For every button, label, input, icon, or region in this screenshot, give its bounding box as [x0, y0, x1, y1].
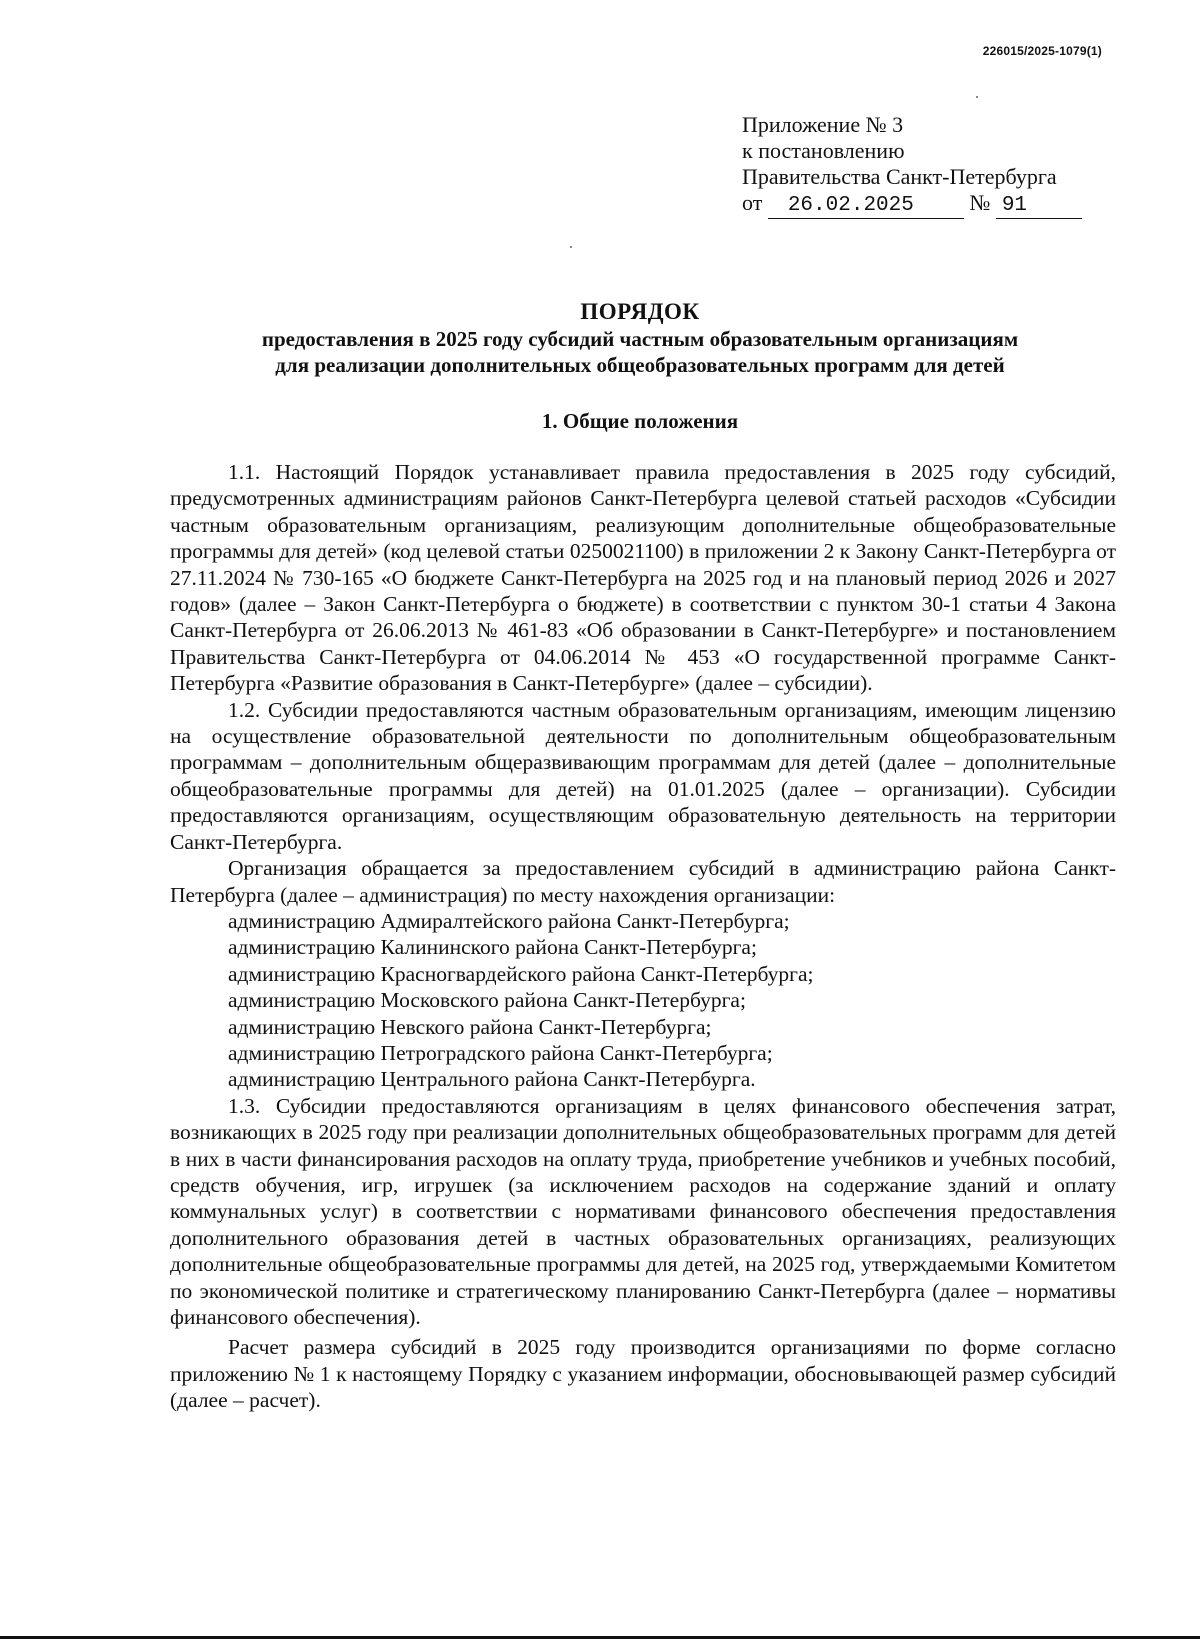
number-label: № [969, 190, 991, 215]
section-body [170, 459, 1116, 1414]
appendix-issuer: Правительства Санкт-Петербурга [742, 164, 1057, 189]
appendix-date-line [742, 190, 1082, 219]
appendix-reference: к постановлению [742, 138, 905, 163]
scan-speck [976, 96, 978, 98]
paragraph-calculation: Расчет размера субсидий в 2025 году производится организациями по форме согласно приложению № 1 к настоящему Порядку с указанием информации, обосновывающей размер субсидий (далее – расчет). [170, 1335, 1116, 1413]
document-title-block [160, 298, 1120, 378]
district-list-item: администрацию Петроградского района Санкт-Петербурга; [228, 1040, 773, 1065]
scan-speck [570, 246, 572, 248]
paragraph-1-2: 1.2. Субсидии предоставляются частным образовательным организациям, имеющим лицензию на осуществление образовательной деятельности по дополнительным общеобразовательным программам – дополнительным общеразвивающим программам для детей (далее – дополнительные общеобразовательные программы для детей) на 01.01.2025 (далее – организации). Субсидии предоставляются организациям, осуществляющим образовательную деятельность на территории Санкт-Петербурга. [170, 697, 1116, 854]
district-list-item: администрацию Калининского района Санкт-Петербурга; [228, 935, 757, 960]
district-list-item: администрацию Центрального района Санкт-Петербурга. [228, 1067, 756, 1092]
appendix-number: Приложение № 3 [742, 112, 904, 137]
district-list-item: администрацию Адмиралтейского района Санкт-Петербурга; [228, 908, 790, 933]
resolution-date: 26.02.2025 [768, 195, 964, 219]
paragraph-application: Организация обращается за предоставлением субсидий в администрацию района Санкт-Петербурга (далее – администрация) по месту нахождения организации: [170, 856, 1116, 907]
district-list-item: администрацию Невского района Санкт-Петербурга; [228, 1014, 712, 1039]
paragraph-1-3: 1.3. Субсидии предоставляются организациям в целях финансового обеспечения затрат, возникающих в 2025 году при реализации дополнительных общеобразовательных программ для детей в них в части финансирования расходов на оплату труда, приобретение учебников и учебных пособий, средств обучения, игр, игрушек (за исключением расходов на содержание зданий и оплату коммунальных услуг) в соответствии с нормативами финансового обеспечения предоставления дополнительного образования детей в частных образовательных организациях, реализующих дополнительные общеобразовательные программы для детей, на 2025 год, утверждаемыми Комитетом по экономической политике и стратегическому планированию Санкт-Петербурга (далее – нормативы финансового обеспечения). [170, 1093, 1116, 1329]
paragraph-1-1: 1.1. Настоящий Порядок устанавливает правила предоставления в 2025 году субсидий, предусмотренных администрациям районов Санкт-Петербурга целевой статьей расходов «Субсидии частным образовательным организациям, реализующим дополнительные общеобразовательные программы для детей» (код целевой статьи 0250021100) в приложении 2 к Закону Санкт-Петербурга от 27.11.2024 № 730-165 «О бюджете Санкт-Петербурга на 2025 год и на плановый период 2026 и 2027 годов» (далее – Закон Санкт-Петербурга о бюджете) в соответствии с пунктом 30-1 статьи 4 Закона Санкт-Петербурга от 26.06.2013 № 461-83 «Об образовании в Санкт-Петербурге» и постановлением Правительства Санкт-Петербурга от 04.06.2014 № 453 «О государственной программе Санкт-Петербурга «Развитие образования в Санкт-Петербурге» (далее – субсидии). [170, 460, 1116, 696]
document-registration-number: 226015/2025-1079(1) [982, 44, 1102, 58]
document-title: ПОРЯДОК [580, 299, 700, 324]
district-list-item: администрацию Московского района Санкт-Петербурга; [228, 988, 746, 1013]
district-list-item: администрацию Красногвардейского района Санкт-Петербурга; [228, 961, 814, 986]
appendix-block [742, 112, 1082, 219]
resolution-number: 91 [996, 195, 1082, 219]
document-subtitle-line: для реализации дополнительных общеобразовательных программ для детей [275, 353, 1005, 377]
section-heading: 1. Общие положения [541, 409, 739, 433]
from-label: от [742, 190, 763, 215]
document-subtitle-line: предоставления в 2025 году субсидий частным образовательным организациям [261, 327, 1019, 351]
